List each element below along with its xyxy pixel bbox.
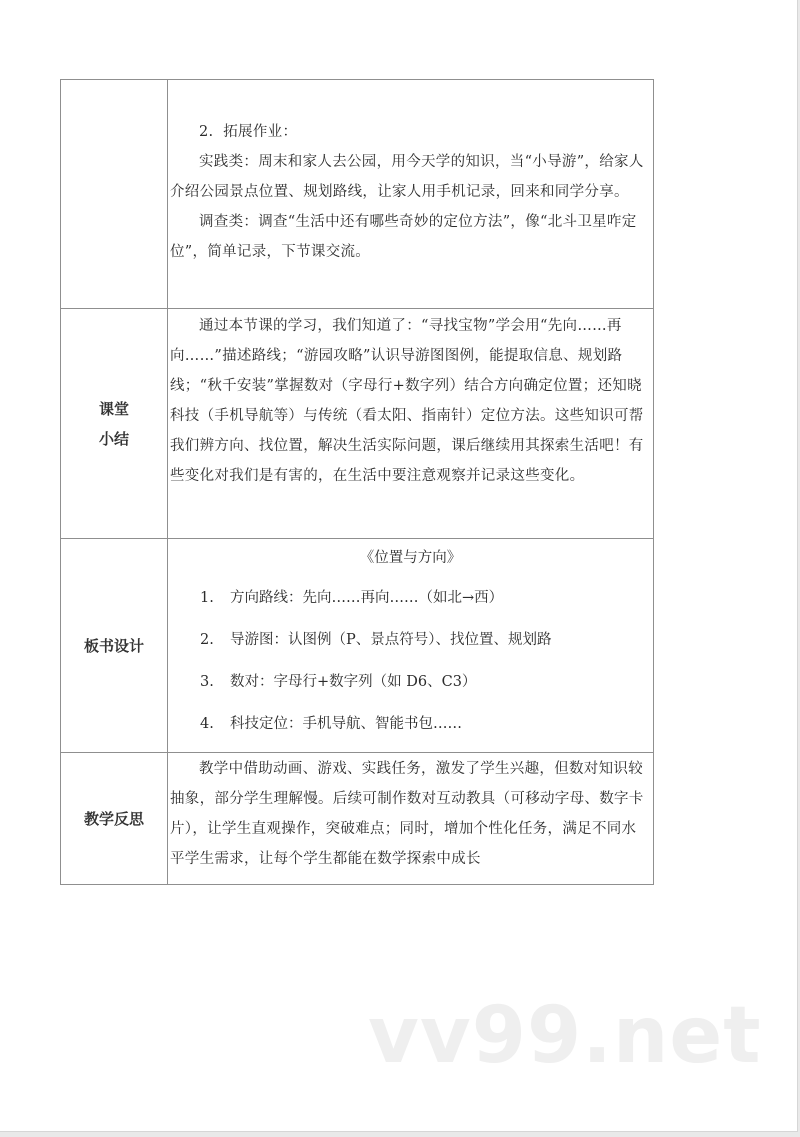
practice-homework-text: 实践类：周末和家人去公园，用今天学的知识，当“小导游”，给家人介绍公园景点位置、规划路线，让家人用手机记录，回来和同学分享。 <box>170 154 644 200</box>
reflection-text: 教学中借助动画、游戏、实践任务，激发了学生兴趣，但数对知识较抽象，部分学生理解慢。后续可制作数对互动教具（可移动字母、数字卡片），让学生直观操作，突破难点；同时，增加个性化任务，满足不同水平学生需求，让每个学生都能在数学探索中成长 <box>170 761 644 867</box>
table-row-reflection <box>61 753 654 885</box>
summary-content-cell <box>168 309 654 539</box>
board-item-text: 科技定位：手机导航、智能书包…… <box>230 716 462 732</box>
table-row-board-design <box>61 539 654 753</box>
survey-homework-text: 调查类：调查“生活中还有哪些奇妙的定位方法”，像“北斗卫星咋定位”，简单记录，下节课交流。 <box>170 214 637 260</box>
board-item <box>170 583 651 613</box>
summary-label-line-2: 小结 <box>98 429 129 448</box>
board-item-text: 数对：字母行+数字列（如 D6、C3） <box>230 674 477 690</box>
board-item-number: 3. <box>200 674 214 690</box>
board-item-number: 2. <box>200 632 214 648</box>
row-label-board-design: 板书设计 <box>61 539 168 753</box>
board-item <box>170 667 651 697</box>
homework-content-cell <box>168 80 654 309</box>
row-label-reflection: 教学反思 <box>61 753 168 885</box>
board-item-text: 方向路线：先向……再向……（如北→西） <box>230 590 504 606</box>
lesson-plan-table <box>60 79 654 885</box>
summary-label-line-1: 课堂 <box>98 399 129 418</box>
homework-heading: 2. 拓展作业： <box>199 124 298 140</box>
board-item-number: 1. <box>200 590 214 606</box>
board-item <box>170 709 651 739</box>
table-row-homework <box>61 80 654 309</box>
summary-text: 通过本节课的学习，我们知道了：“寻找宝物”学会用“先向……再向……”描述路线；“游园攻略”认识导游图图例，能提取信息、规划路线；“秋千安装”掌握数对（字母行+数字列）结合方向确定位置；还知晓科技（手机导航等）与传统（看太阳、指南针）定位方法。这些知识可帮我们辨方向、找位置，解决生活实际问题，课后继续用其探索生活吧！有些变化对我们是有害的，在生活中要注意观察并记录这些变化。 <box>170 318 644 484</box>
board-item-text: 导游图：认图例（P、景点符号）、找位置、规划路 <box>230 632 552 648</box>
table-row-summary <box>61 309 654 539</box>
watermark: vv99.net <box>368 991 762 1081</box>
board-title: 《位置与方向》 <box>359 550 462 566</box>
reflection-content-cell <box>168 753 654 885</box>
board-item-number: 4. <box>200 716 214 732</box>
row-label-summary <box>61 309 168 539</box>
board-item <box>170 625 651 655</box>
board-design-content-cell <box>168 539 654 753</box>
row-label-empty <box>61 80 168 309</box>
